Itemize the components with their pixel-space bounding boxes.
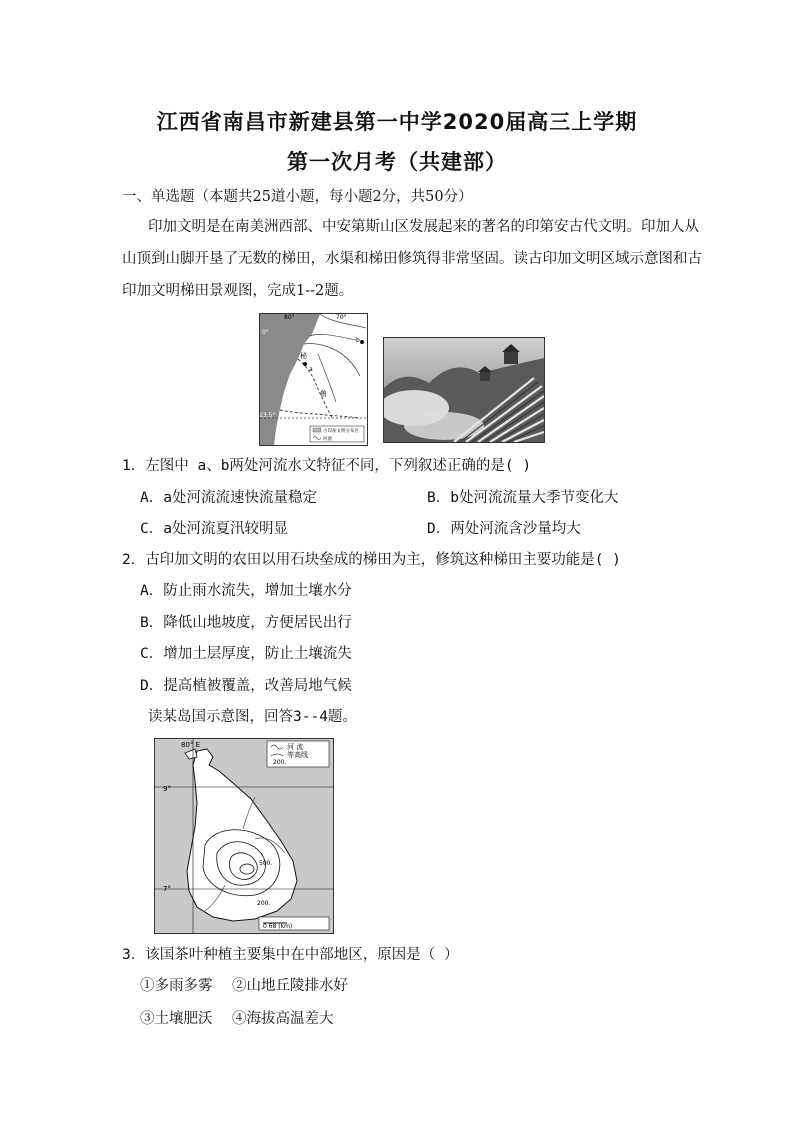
q1-option-a: A．a处河流流速快流量稳定: [140, 490, 317, 506]
lat-235-label: 23.5°: [260, 412, 276, 419]
ocean-char-ping: 平: [296, 400, 303, 408]
exam-title-line1: 江西省南昌市新建县第一中学2020届高三上学期: [156, 110, 638, 134]
lat-9-label: 9°: [163, 785, 171, 793]
point-a-label: a: [309, 366, 313, 373]
q3-option-3: ③土壤肥沃: [140, 1011, 213, 1027]
contour-200-label: 200.: [257, 900, 271, 907]
ocean-char-yang: 洋: [290, 424, 297, 432]
intro1-line3: 印加文明梯田景观图，完成1--2题。: [122, 283, 354, 299]
q2-option-a: A．防止雨水流失，增加土壤水分: [140, 583, 352, 599]
lon-80-label: 80°: [284, 314, 295, 321]
q1-option-b: B．b处河流流量大季节变化大: [427, 490, 619, 506]
contour-500-label: 500.: [259, 860, 273, 867]
legend-200-label: 200.: [273, 759, 287, 766]
q3-option-4: ④海拔高温差大: [232, 1011, 334, 1027]
q1-option-d: D．两处河流含沙量均大: [427, 521, 581, 537]
island-country-map: [154, 738, 334, 934]
q2-option-c: C．增加土层厚度，防止土壤流失: [140, 646, 352, 662]
lon-80e-label: 80° E: [181, 741, 201, 749]
terrace-landscape-photo: [383, 337, 545, 443]
legend-river-label: 河流: [323, 437, 332, 442]
legend-contour-label: 等高线: [287, 751, 308, 759]
ocean-char-tai: 太: [288, 384, 295, 392]
exam-title-line2: 第一次月考（共建部）: [287, 150, 507, 174]
q2-option-d: D．提高植被覆盖，改善局地气候: [140, 678, 352, 694]
lat-0-label: 0°: [262, 329, 269, 336]
intro1-line1: 印加文明是在南美洲西部、中安第斯山区发展起来的著名的印第安古代文明。印加人从: [148, 219, 699, 235]
legend-river-label: 河 流: [287, 743, 304, 751]
q2-stem: 2．古印加文明的农田以用石块垒成的梯田为主，修筑这种梯田主要功能是( ): [122, 552, 621, 568]
inca-region-map: [259, 313, 368, 446]
peru-char-bi: 秘: [300, 352, 307, 360]
q3-stem: 3．该国茶叶种植主要集中在中部地区，原因是（ ）: [122, 947, 459, 963]
q3-option-2: ②山地丘陵排水好: [232, 978, 348, 994]
intro1-line2: 山顶到山脚开垦了无数的梯田，水渠和梯田修筑得非常坚固。读古印加文明区域示意图和古: [122, 251, 702, 267]
point-b-label: b: [356, 337, 360, 344]
q2-option-b: B．降低山地坡度，方便居民出行: [140, 615, 352, 631]
legend-area-label: 古印加文明分布区: [323, 429, 359, 434]
section-label: 一、单选题（本题共25道小题，每小题2分，共50分）: [122, 189, 473, 205]
peru-char-lu: 鲁: [320, 390, 327, 398]
q3-option-1: ①多雨多雾: [140, 978, 213, 994]
q1-option-c: C．a处河流夏汛较明显: [140, 521, 288, 537]
q1-stem: 1．左图中 a、b两处河流水文特征不同，下列叙述正确的是( ): [122, 458, 532, 474]
lat-7-label: 7°: [163, 885, 171, 893]
scale-bar-label: 0 68 (km): [263, 923, 293, 930]
lon-70-label: 70°: [336, 314, 347, 321]
intro2-line1: 读某岛国示意图，回答3--4题。: [148, 709, 357, 725]
